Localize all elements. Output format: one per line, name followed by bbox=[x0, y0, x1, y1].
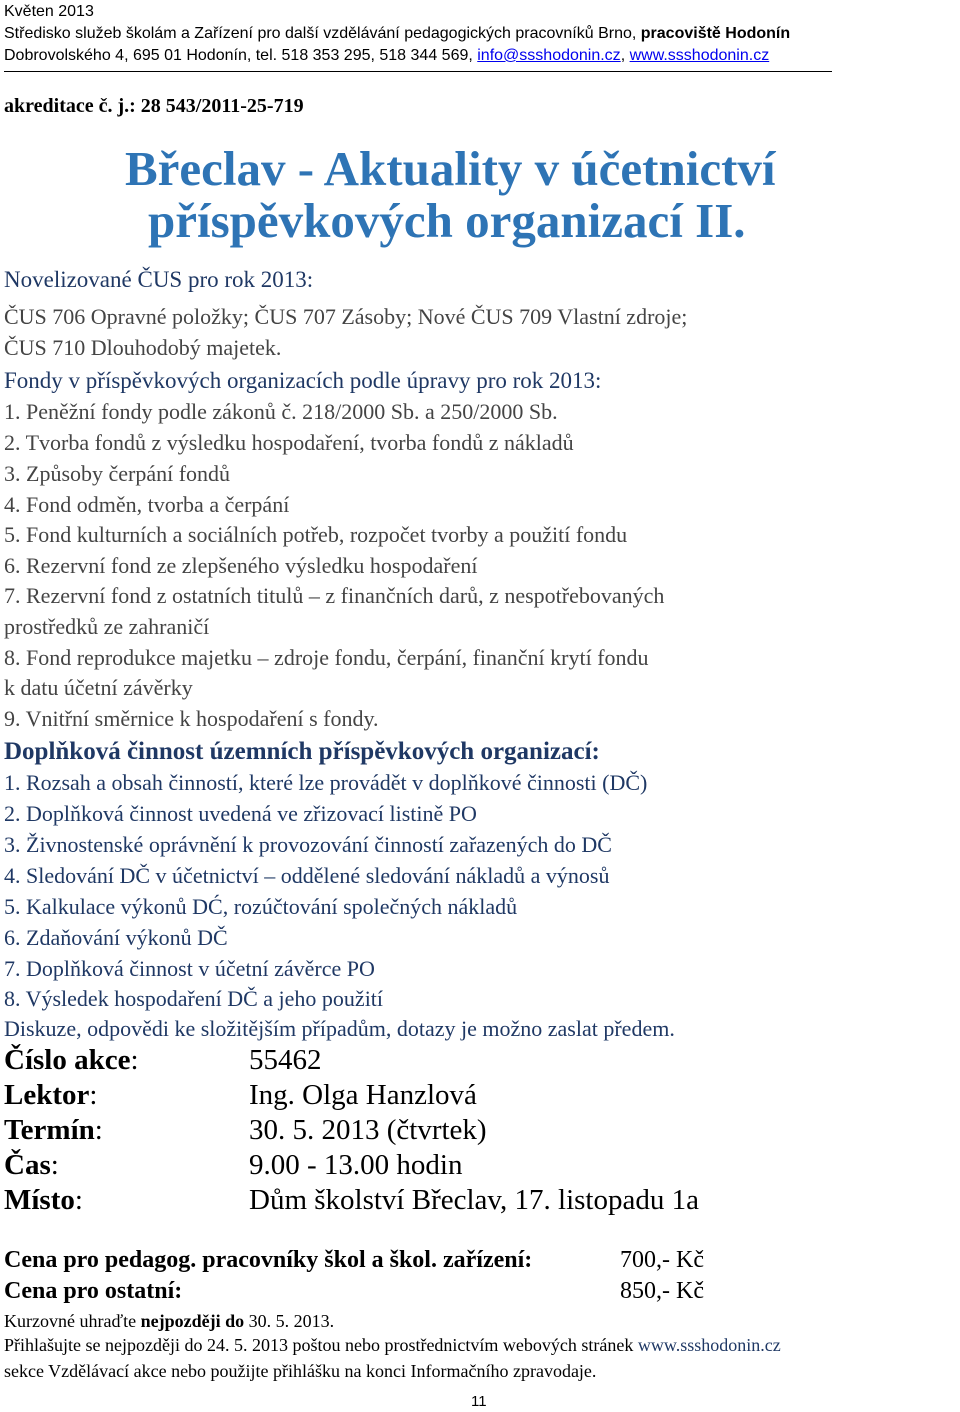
email-link[interactable]: info@ssshodonin.cz bbox=[477, 47, 621, 64]
supplementary-item: 6. Zdaňování výkonů DČ bbox=[4, 925, 228, 950]
page-title-line1: Břeclav - Aktuality v účetnictví bbox=[125, 141, 776, 196]
funds-item: 3. Způsoby čerpání fondů bbox=[4, 461, 231, 486]
discussion-note: Diskuze, odpovědi ke složitějším případům, dotazy je možno zaslat předem. bbox=[4, 1016, 675, 1041]
registration-website-link[interactable]: www.ssshodonin.cz bbox=[637, 1335, 781, 1355]
event-label-date bbox=[4, 1116, 103, 1145]
event-number-value: 55462 bbox=[249, 1044, 322, 1076]
website-link[interactable]: www.ssshodonin.cz bbox=[629, 47, 770, 64]
price-teachers-value: 700,- Kč bbox=[620, 1247, 704, 1273]
event-label-time bbox=[4, 1151, 59, 1180]
payment-deadline-label: nejpozději do bbox=[140, 1311, 245, 1331]
funds-item: 9. Vnitřní směrnice k hospodaření s fondy. bbox=[4, 706, 379, 731]
event-label-number bbox=[4, 1046, 139, 1075]
label-colon: : bbox=[89, 1079, 98, 1111]
funds-item: 5. Fond kulturních a sociálních potřeb, rozpočet tvorby a použití fondu bbox=[4, 522, 628, 547]
event-time-value: 9.00 - 13.00 hodin bbox=[249, 1149, 463, 1181]
event-label-venue bbox=[4, 1186, 83, 1215]
label-text: Místo bbox=[4, 1184, 75, 1216]
funds-item-continuation: prostředků ze zahraničí bbox=[4, 614, 210, 639]
price-teachers-label: Cena pro pedagog. pracovníky škol a škol. zařízení: bbox=[4, 1247, 533, 1273]
section-cus-heading: Novelizované ČUS pro rok 2013: bbox=[4, 267, 314, 292]
supplementary-item: 4. Sledování DČ v účetnictví – oddělené sledování nákladů a výnosů bbox=[4, 863, 610, 888]
page-number: 11 bbox=[471, 1393, 487, 1410]
funds-item: 7. Rezervní fond z ostatních titulů – z finančních darů, z nespotřebovaných bbox=[4, 583, 665, 608]
supplementary-item: 8. Výsledek hospodaření DČ a jeho použití bbox=[4, 986, 384, 1011]
supplementary-item: 7. Doplňková činnost v účetní závěrce PO bbox=[4, 956, 375, 981]
label-text: Termín bbox=[4, 1114, 95, 1146]
institution-branch: pracoviště Hodonín bbox=[640, 25, 791, 42]
event-label-lecturer bbox=[4, 1081, 97, 1110]
label-text: Číslo akce bbox=[4, 1044, 131, 1076]
accreditation: akreditace č. j.: 28 543/2011-25-719 bbox=[4, 95, 304, 117]
institution-name: Středisko služeb školám a Zařízení pro další vzdělávání pedagogických pracovníků Brno, bbox=[4, 25, 641, 42]
section-funds-heading: Fondy v příspěvkových organizacích podle úpravy pro rok 2013: bbox=[4, 368, 602, 393]
registration-text: Přihlašujte se nejpozději do 24. 5. 2013 poštou nebo prostřednictvím webových stránek bbox=[4, 1335, 638, 1355]
header-date: Květen 2013 bbox=[4, 3, 94, 20]
funds-item-continuation: k datu účetní závěrky bbox=[4, 675, 193, 700]
funds-item: 8. Fond reprodukce majetku – zdroje fondu, čerpání, finanční krytí fondu bbox=[4, 645, 649, 670]
registration-note-line2: sekce Vzdělávací akce nebo použijte přihlášku na konci Informačního zpravodaje. bbox=[4, 1361, 597, 1381]
label-text: Lektor bbox=[4, 1079, 90, 1111]
label-colon: : bbox=[50, 1149, 59, 1181]
section-cus-text-2: ČUS 710 Dlouhodobý majetek. bbox=[4, 335, 282, 360]
label-colon: : bbox=[94, 1114, 103, 1146]
registration-note bbox=[4, 1336, 781, 1354]
header-address bbox=[4, 48, 769, 64]
funds-item: 1. Peněžní fondy podle zákonů č. 218/2000 Sb. a 250/2000 Sb. bbox=[4, 399, 558, 424]
label-colon: : bbox=[74, 1184, 83, 1216]
supplementary-item: 3. Živnostenské oprávnění k provozování činností zařazených do DČ bbox=[4, 832, 612, 857]
event-date-value: 30. 5. 2013 (čtvrtek) bbox=[249, 1114, 487, 1146]
supplementary-item: 2. Doplňková činnost uvedená ve zřizovací listině PO bbox=[4, 801, 477, 826]
event-lecturer-value: Ing. Olga Hanzlová bbox=[249, 1079, 477, 1111]
funds-item: 4. Fond odměn, tvorba a čerpání bbox=[4, 492, 290, 517]
address-text: Dobrovolského 4, 695 01 Hodonín, tel. 518 353 295, 518 344 569, bbox=[4, 47, 478, 64]
funds-item: 6. Rezervní fond ze zlepšeného výsledku hospodaření bbox=[4, 553, 478, 578]
payment-deadline-date: 30. 5. 2013. bbox=[244, 1311, 335, 1331]
supplementary-item: 1. Rozsah a obsah činností, které lze provádět v doplňkové činnosti (DČ) bbox=[4, 770, 648, 795]
funds-item: 2. Tvorba fondů z výsledku hospodaření, tvorba fondů z nákladů bbox=[4, 430, 574, 455]
page-title-line2: příspěvkových organizací II. bbox=[148, 193, 746, 248]
header-divider bbox=[4, 71, 832, 72]
label-text: Čas bbox=[4, 1149, 51, 1181]
address-separator: , bbox=[620, 47, 630, 64]
event-venue-value: Dům školství Břeclav, 17. listopadu 1a bbox=[249, 1184, 699, 1216]
payment-note bbox=[4, 1312, 334, 1330]
supplementary-item: 5. Kalkulace výkonů DĆ, rozúčtování společných nákladů bbox=[4, 894, 518, 919]
header-institution bbox=[4, 26, 790, 42]
price-others-value: 850,- Kč bbox=[620, 1278, 704, 1304]
label-colon: : bbox=[130, 1044, 139, 1076]
section-supplementary-heading: Doplňková činnost územních příspěvkových organizací: bbox=[4, 738, 600, 765]
price-others-label: Cena pro ostatní: bbox=[4, 1278, 183, 1304]
section-cus-text-1: ČUS 706 Opravné položky; ČUS 707 Zásoby; Nové ČUS 709 Vlastní zdroje; bbox=[4, 304, 688, 329]
payment-prefix: Kurzovné uhraďte bbox=[4, 1311, 141, 1331]
